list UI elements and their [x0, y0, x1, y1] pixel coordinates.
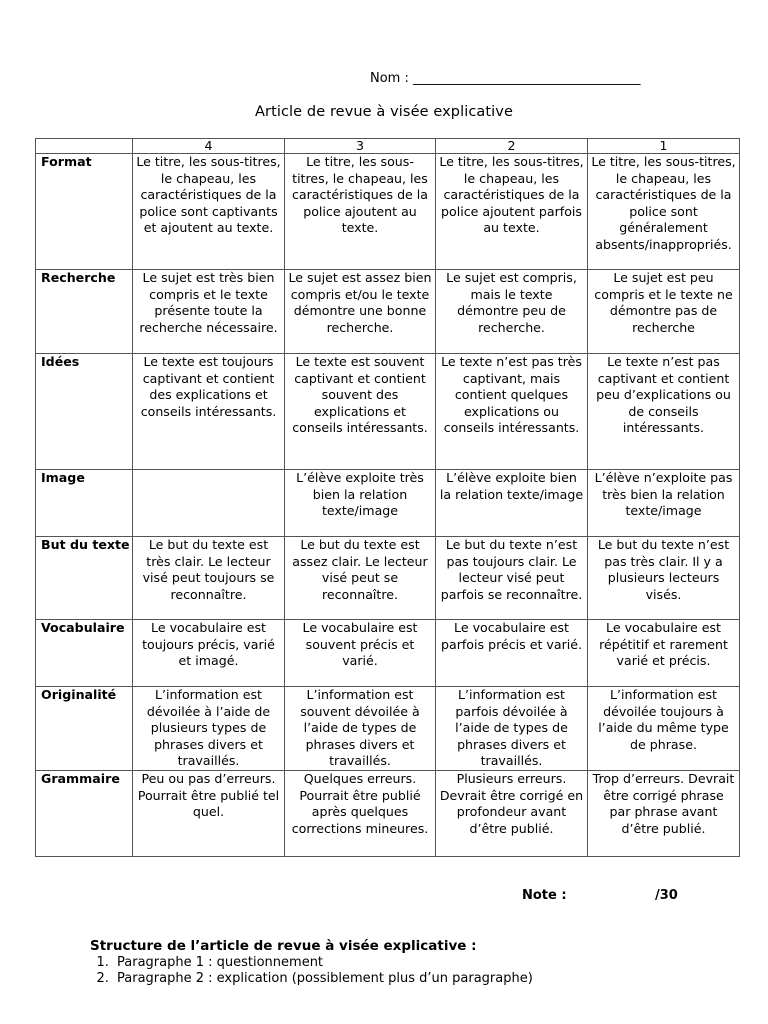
criterion-label: Recherche [36, 270, 133, 354]
rubric-cell: Le texte est souvent captivant et contient souvent des explications et conseils intéressants. [285, 354, 436, 470]
document-title: Article de revue à visée explicative [254, 104, 513, 120]
rubric-cell: L’élève exploite bien la relation texte/image [436, 470, 588, 537]
level-header: 4 [133, 139, 285, 154]
level-header: 2 [436, 139, 588, 154]
rubric-cell: Plusieurs erreurs. Devrait être corrigé en profondeur avant d’être publié. [436, 770, 588, 856]
rubric-cell: L’élève exploite très bien la relation texte/image [285, 470, 436, 537]
rubric-cell: Le vocabulaire est répétitif et rarement varié et précis. [588, 620, 740, 687]
structure-heading: Structure de l’article de revue à visée explicative : [90, 938, 477, 954]
level-header: 3 [285, 139, 436, 154]
rubric-cell: Peu ou pas d’erreurs. Pourrait être publié tel quel. [133, 770, 285, 856]
rubric-cell: L’information est dévoilée toujours à l’aide du même type de phrase. [588, 687, 740, 771]
note-score: /30 [655, 888, 678, 903]
rubric-cell: Le titre, les sous-titres, le chapeau, les caractéristiques de la police ajoutent parfois au texte. [436, 154, 588, 270]
name-label: Nom : [370, 71, 409, 86]
rubric-cell [133, 470, 285, 537]
rubric-cell: L’information est souvent dévoilée à l’aide de types de phrases divers et travaillés. [285, 687, 436, 771]
rubric-cell: Le titre, les sous-titres, le chapeau, les caractéristiques de la police sont généralement absents/inappropriés. [588, 154, 740, 270]
rubric-cell: Trop d’erreurs. Devrait être corrigé phrase par phrase avant d’être publié. [588, 770, 740, 856]
rubric-table [35, 138, 740, 857]
rubric-cell: Le sujet est compris, mais le texte démontre peu de recherche. [436, 270, 588, 354]
rubric-cell: Le titre, les sous-titres, le chapeau, les caractéristiques de la police sont captivants et ajoutent au texte. [133, 154, 285, 270]
rubric-cell: Le but du texte n’est pas très clair. Il y a plusieurs lecteurs visés. [588, 537, 740, 620]
note-label: Note : [522, 888, 567, 903]
rubric-cell: Le but du texte est assez clair. Le lecteur visé peut se reconnaître. [285, 537, 436, 620]
rubric-cell: Le vocabulaire est parfois précis et varié. [436, 620, 588, 687]
criterion-label: Idées [36, 354, 133, 470]
criterion-label: Originalité [36, 687, 133, 771]
note-line [522, 888, 678, 903]
criterion-label: Image [36, 470, 133, 537]
rubric-row-recherche [36, 270, 740, 354]
rubric-cell: Le sujet est très bien compris et le texte présente toute la recherche nécessaire. [133, 270, 285, 354]
rubric-cell: Le sujet est assez bien compris et/ou le texte démontre une bonne recherche. [285, 270, 436, 354]
rubric-cell: Le sujet est peu compris et le texte ne démontre pas de recherche [588, 270, 740, 354]
criterion-label: Grammaire [36, 770, 133, 856]
structure-list [90, 955, 533, 987]
criterion-label: Format [36, 154, 133, 270]
name-blank: ___________________________________ [413, 71, 641, 86]
rubric-cell: L’information est parfois dévoilée à l’aide de types de phrases divers et travaillés. [436, 687, 588, 771]
rubric-corner-cell [36, 139, 133, 154]
rubric-row-format [36, 154, 740, 270]
rubric-header-row [36, 139, 740, 154]
rubric-row-grammaire [36, 770, 740, 856]
level-header: 1 [588, 139, 740, 154]
rubric-cell: Le titre, les sous-titres, le chapeau, les caractéristiques de la police ajoutent au texte. [285, 154, 436, 270]
list-item: 1. Paragraphe 1 : questionnement [113, 955, 533, 971]
rubric-cell: Le but du texte n’est pas toujours clair. Le lecteur visé peut parfois se reconnaître. [436, 537, 588, 620]
rubric-row-idees [36, 354, 740, 470]
rubric-cell: Le but du texte est très clair. Le lecteur visé peut toujours se reconnaître. [133, 537, 285, 620]
rubric-row-image [36, 470, 740, 537]
rubric-cell: Le texte est toujours captivant et contient des explications et conseils intéressants. [133, 354, 285, 470]
rubric-cell: Le vocabulaire est souvent précis et varié. [285, 620, 436, 687]
rubric-cell: Le texte n’est pas captivant et contient peu d’explications ou de conseils intéressants. [588, 354, 740, 470]
rubric-row-vocabulaire [36, 620, 740, 687]
rubric-cell: Le texte n’est pas très captivant, mais contient quelques explications ou conseils intéressants. [436, 354, 588, 470]
rubric-cell: L’élève n’exploite pas très bien la relation texte/image [588, 470, 740, 537]
name-field-line [370, 71, 641, 86]
criterion-label: But du texte [36, 537, 133, 620]
rubric-cell: Le vocabulaire est toujours précis, varié et imagé. [133, 620, 285, 687]
rubric-cell: L’information est dévoilée à l’aide de plusieurs types de phrases divers et travaillés. [133, 687, 285, 771]
rubric-row-but-du-texte [36, 537, 740, 620]
rubric-row-originalite [36, 687, 740, 771]
rubric-cell: Quelques erreurs. Pourrait être publié après quelques corrections mineures. [285, 770, 436, 856]
list-item: 2. Paragraphe 2 : explication (possiblement plus d’un paragraphe) [113, 971, 533, 987]
criterion-label: Vocabulaire [36, 620, 133, 687]
